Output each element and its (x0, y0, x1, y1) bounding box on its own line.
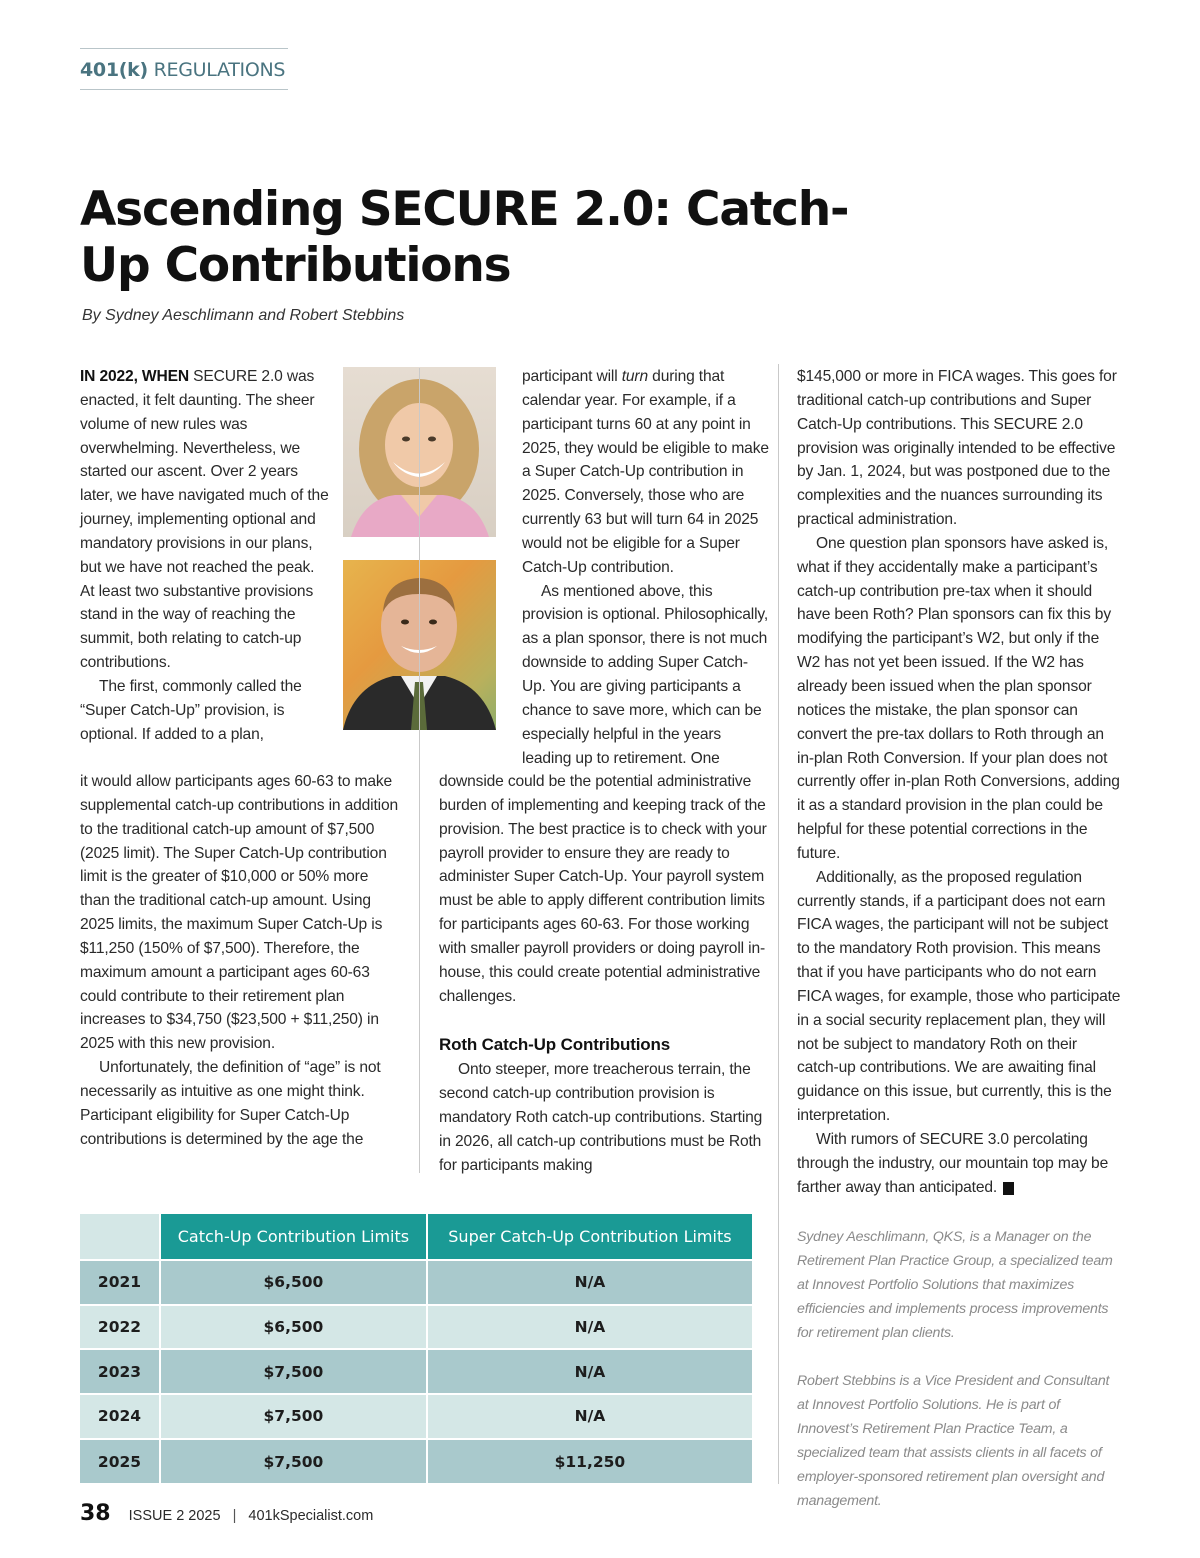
lead-in: IN 2022, WHEN (80, 368, 189, 385)
closing-text: With rumors of SECURE 3.0 percolating through the industry, our mountain top may be farther away than anticipated. (797, 1131, 1109, 1196)
paragraph-corrections: One question plan sponsors have asked is, what if they accidentally make a participant’s catch-up contribution pre-tax when it should have been Roth? Plan sponsors can fix this by modifying the participant’s W2, but only if the W2 has not yet been issued. If the W2 has already been issued when the plan sponsor notices the mistake, the plan sponsor can convert the pre-tax dollars to Roth through an in-plan Roth Conversion. If your plan does not currently offer in-plan Roth Conversions, adding it as a standard provision in the plan could be helpful for these potential corrections in the future. (797, 534, 1120, 862)
table-cell-year: 2025 (80, 1439, 160, 1484)
column-1-bottom (80, 770, 402, 1152)
paragraph-optional: As mentioned above, this provision is optional. Philosophically, as a plan sponsor, there is not much downside to adding Super Catch-Up. You are giving participants a chance to save more, which can be especially helpful in the years leading up to retirement. One (522, 582, 769, 767)
table-cell-catchup: $7,500 (160, 1394, 427, 1439)
bio-robert: Robert Stebbins is a Vice President and Consultant at Innovest Portfolio Solutions. He is part of Innovest’s Retirement Plan Practice Team, a specialized team that assists clients in all facets of employer-sponsored retirement plan oversight and management. (797, 1373, 1110, 1509)
text-fragment: during that calendar year. For example, if a participant turns 60 at any point in 2025, they would be eligible to make a Super Catch-Up contribution in 2025. Conversely, those who are currently 63 but will turn 64 in 2025 would not be eligible for a Super Catch-Up contribution. (522, 368, 769, 576)
table-header-row (80, 1214, 752, 1260)
end-mark-icon: K (1003, 1182, 1014, 1195)
table-cell-year: 2024 (80, 1394, 160, 1439)
bio-sydney: Sydney Aeschlimann, QKS, is a Manager on the Retirement Plan Practice Group, a specialized team at Innovest Portfolio Solutions that maximizes efficiencies and implements process improvements for retirement plan clients. (797, 1229, 1113, 1341)
table-cell-catchup: $7,500 (160, 1439, 427, 1484)
paragraph-roth: Onto steeper, more treacherous terrain, the second catch-up contribution provision is mandatory Roth catch-up contributions. Starting in 2026, all catch-up contributions must be Roth for participants making (439, 1061, 763, 1174)
section-tag (80, 48, 288, 90)
site-link[interactable]: 401kSpecialist.com (248, 1508, 374, 1524)
table-cell-super: N/A (427, 1349, 752, 1394)
table-header-blank (80, 1214, 160, 1260)
table-row (80, 1349, 752, 1394)
table-cell-super: N/A (427, 1394, 752, 1439)
table-cell-catchup: $6,500 (160, 1260, 427, 1305)
page-footer (80, 1501, 373, 1526)
paragraph-optional-cont: downside could be the potential administrative burden of implementing and keeping track of the provision. The best practice is to check with your payroll provider to ensure they are ready to administer Super Catch-Up. Your payroll system must be able to apply different contribution limits for participants ages 60-63. For those working with smaller payroll providers or doing payroll in-house, this could create potential administrative challenges. (439, 773, 767, 1005)
article-title: Ascending SECURE 2.0: Catch-Up Contributions (80, 182, 849, 293)
table-header-catchup: Catch-Up Contribution Limits (160, 1214, 427, 1260)
column-3 (797, 365, 1122, 1200)
column-2-bottom (439, 770, 767, 1178)
paragraph-super-catchup: The first, commonly called the “Super Catch-Up” provision, is optional. If added to a plan, (80, 677, 302, 743)
table-row (80, 1305, 752, 1350)
column-divider-1 (419, 368, 420, 1173)
column-divider-2 (778, 364, 779, 1484)
footer-separator: | (232, 1508, 237, 1524)
table-cell-year: 2022 (80, 1305, 160, 1350)
table-row (80, 1439, 752, 1484)
page-number: 38 (80, 1501, 111, 1526)
issue-label: ISSUE 2 2025 (128, 1508, 221, 1524)
paragraph-intro (80, 365, 330, 675)
table-cell-super: $11,250 (427, 1439, 752, 1484)
subhead-roth: Roth Catch-Up Contributions (439, 1035, 671, 1055)
column-2-top (522, 365, 770, 770)
paragraph-age-definition-cont (522, 365, 770, 580)
column-1-top (80, 365, 330, 747)
table-cell-catchup: $7,500 (160, 1349, 427, 1394)
emphasis-turn: turn (621, 368, 648, 385)
paragraph-closing (797, 1128, 1122, 1200)
table-cell-super: N/A (427, 1260, 752, 1305)
table-row (80, 1394, 752, 1439)
contribution-limits-table (80, 1214, 752, 1483)
table-cell-super: N/A (427, 1305, 752, 1350)
author-bios (797, 1225, 1122, 1513)
intro-text: SECURE 2.0 was enacted, it felt daunting. The sheer volume of new rules was overwhelming. Nevertheless, we started our ascent. Over 2 years later, we have navigated much of the journey, implementing optional and mandatory provisions in our plans, but we have not reached the peak. At least two substantive provisions stand in the way of reaching the summit, both relating to catch-up contributions. (80, 368, 329, 672)
text-fragment: participant will (522, 368, 622, 385)
section-name: REGULATIONS (153, 59, 286, 81)
paragraph-age-definition: Unfortunately, the definition of “age” is not necessarily as intuitive as one might think. Participant eligibility for Super Catch-Up contributions is determined by the age the (80, 1059, 381, 1148)
table-cell-year: 2021 (80, 1260, 160, 1305)
paragraph-fica: Additionally, as the proposed regulation currently stands, if a participant does not earn FICA wages, the participant will not be subject to the mandatory Roth provision. This means that if you have participants who do not earn FICA wages, for example, those who participate in a social security replacement plan, they will not be subject to mandatory Roth on their catch-up contributions. We are awaiting final guidance on this issue, but currently, this is the interpretation. (797, 868, 1121, 1125)
table-cell-year: 2023 (80, 1349, 160, 1394)
paragraph-super-catchup-cont: it would allow participants ages 60-63 to make supplemental catch-up contributions in addition to the traditional catch-up amount of $7,500 (2025 limit). The Super Catch-Up contribution limit is the greater of $10,000 or 50% more than the traditional catch-up amount. Using 2025 limits, the maximum Super Catch-Up is $11,250 (150% of $7,500). Therefore, the maximum amount a participant ages 60-63 could contribute to their retirement plan increases to $34,750 ($23,500 + $11,250) in 2025 with this new provision. (80, 773, 399, 1053)
table-row (80, 1260, 752, 1305)
paragraph-roth-cont: $145,000 or more in FICA wages. This goes for traditional catch-up contributions and Super Catch-Up contributions. This SECURE 2.0 provision was originally intended to be effective by Jan. 1, 2024, but was postponed due to the complexities and the nuances surrounding its practical administration. (797, 368, 1117, 529)
table-cell-catchup: $6,500 (160, 1305, 427, 1350)
table-header-super-catchup: Super Catch-Up Contribution Limits (427, 1214, 752, 1260)
byline: By Sydney Aeschlimann and Robert Stebbins (82, 307, 405, 324)
section-prefix: 401(k) (80, 59, 148, 81)
